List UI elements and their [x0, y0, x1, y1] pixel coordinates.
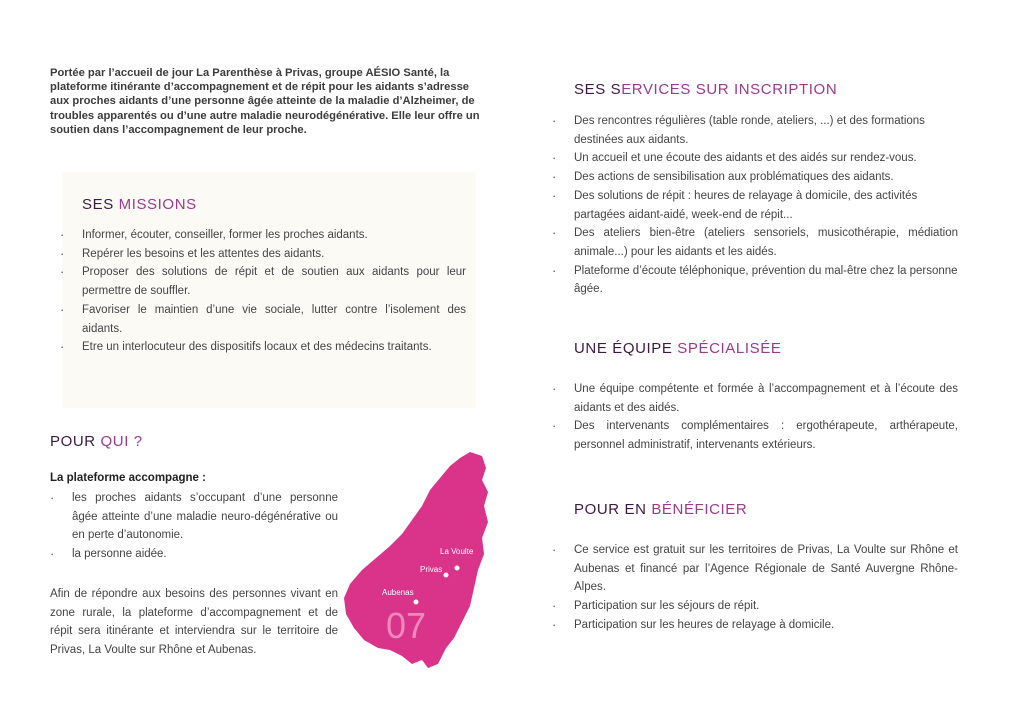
list-item: · Ce service est gratuit sur les territoires de Privas, La Voulte sur Rhône et Aubenas et financé par l’Agence Régionale de Santé Auvergne Rhône-Alpes.	[552, 541, 958, 597]
list-item: · Proposer des solutions de répit et de soutien aux aidants pour leur permettre de souffler.	[60, 263, 466, 300]
equipe-list	[552, 380, 958, 455]
list-item: · Une équipe compétente et formée à l’accompagnement et à l’écoute des aidants et des aidés.	[552, 380, 958, 417]
map-label-aubenas: Aubenas	[382, 588, 414, 597]
list-item: · la personne aidée.	[50, 545, 338, 564]
list-item: · Repérer les besoins et les attentes des aidants.	[60, 245, 466, 264]
list-item: · Des rencontres régulières (table ronde, ateliers, ...) et des formations destinées aux aidants.	[552, 112, 958, 149]
department-number: 07	[386, 605, 427, 646]
equipe-heading: UNE ÉQUIPE SPÉCIALISÉE	[574, 340, 782, 357]
list-item: · Participation sur les séjours de répit.	[552, 597, 958, 616]
la-voulte-marker	[455, 566, 460, 571]
ardeche-map	[342, 450, 492, 670]
missions-list	[60, 226, 466, 357]
pour-qui-heading: POUR QUI ?	[50, 433, 143, 450]
list-item: · Des actions de sensibilisation aux problématiques des aidants.	[552, 168, 958, 187]
list-item: · Un accueil et une écoute des aidants et des aidés sur rendez-vous.	[552, 149, 958, 168]
list-item: · Etre un interlocuteur des dispositifs locaux et des médecins traitants.	[60, 338, 466, 357]
map-label-privas: Privas	[420, 565, 443, 574]
aubenas-marker	[414, 600, 419, 605]
list-item: · les proches aidants s’occupant d’une personne âgée atteinte d’une maladie neuro-dégénérative ou en perte d’autonomie.	[50, 489, 338, 545]
list-item: · Informer, écouter, conseiller, former les proches aidants.	[60, 226, 466, 245]
services-list	[552, 112, 958, 299]
list-item: · Plateforme d’écoute téléphonique, prévention du mal-être chez la personne âgée.	[552, 262, 958, 299]
services-heading: SES SERVICES SUR INSCRIPTION	[574, 81, 838, 98]
privas-marker	[444, 573, 449, 578]
list-item: · Favoriser le maintien d’une vie sociale, lutter contre l’isolement des aidants.	[60, 301, 466, 338]
missions-heading: SES MISSIONS	[82, 196, 197, 213]
list-item: · Des intervenants complémentaires : ergothérapeute, arthérapeute, personnel administratif, intervenants extérieurs.	[552, 417, 958, 454]
pour-qui-lead: La plateforme accompagne :	[50, 472, 206, 484]
pour-qui-list	[50, 489, 338, 564]
beneficier-list	[552, 541, 958, 635]
list-item: · Participation sur les heures de relayage à domicile.	[552, 616, 958, 635]
intro-paragraph: Portée par l’accueil de jour La Parenthèse à Privas, groupe AÉSIO Santé, la plateforme itinérante d’accompagnement et de répit pour les aidants s’adresse aux proches aidants d’une personne âgée atteinte de la maladie d’Alzheimer, de troubles apparentés ou d’une autre maladie neurodégénérative. Elle leur offre un soutien dans l’accompagnement de leur proche.	[50, 67, 480, 136]
beneficier-heading: POUR EN BÉNÉFICIER	[574, 501, 748, 518]
list-item: · Des solutions de répit : heures de relayage à domicile, des activités partagées aidant-aidé, week-end de répit...	[552, 187, 958, 224]
pour-qui-paragraph: Afin de répondre aux besoins des personnes vivant en zone rurale, la plateforme d’accompagnement et de répit sera itinérante et interviendra sur le territoire de Privas, La Voulte sur Rhône et Aubenas.	[50, 588, 338, 657]
map-label-la-voulte: La Voulte	[440, 547, 474, 556]
list-item: · Des ateliers bien-être (ateliers sensoriels, musicothérapie, médiation animale...) pour les aidants et les aidés.	[552, 224, 958, 261]
